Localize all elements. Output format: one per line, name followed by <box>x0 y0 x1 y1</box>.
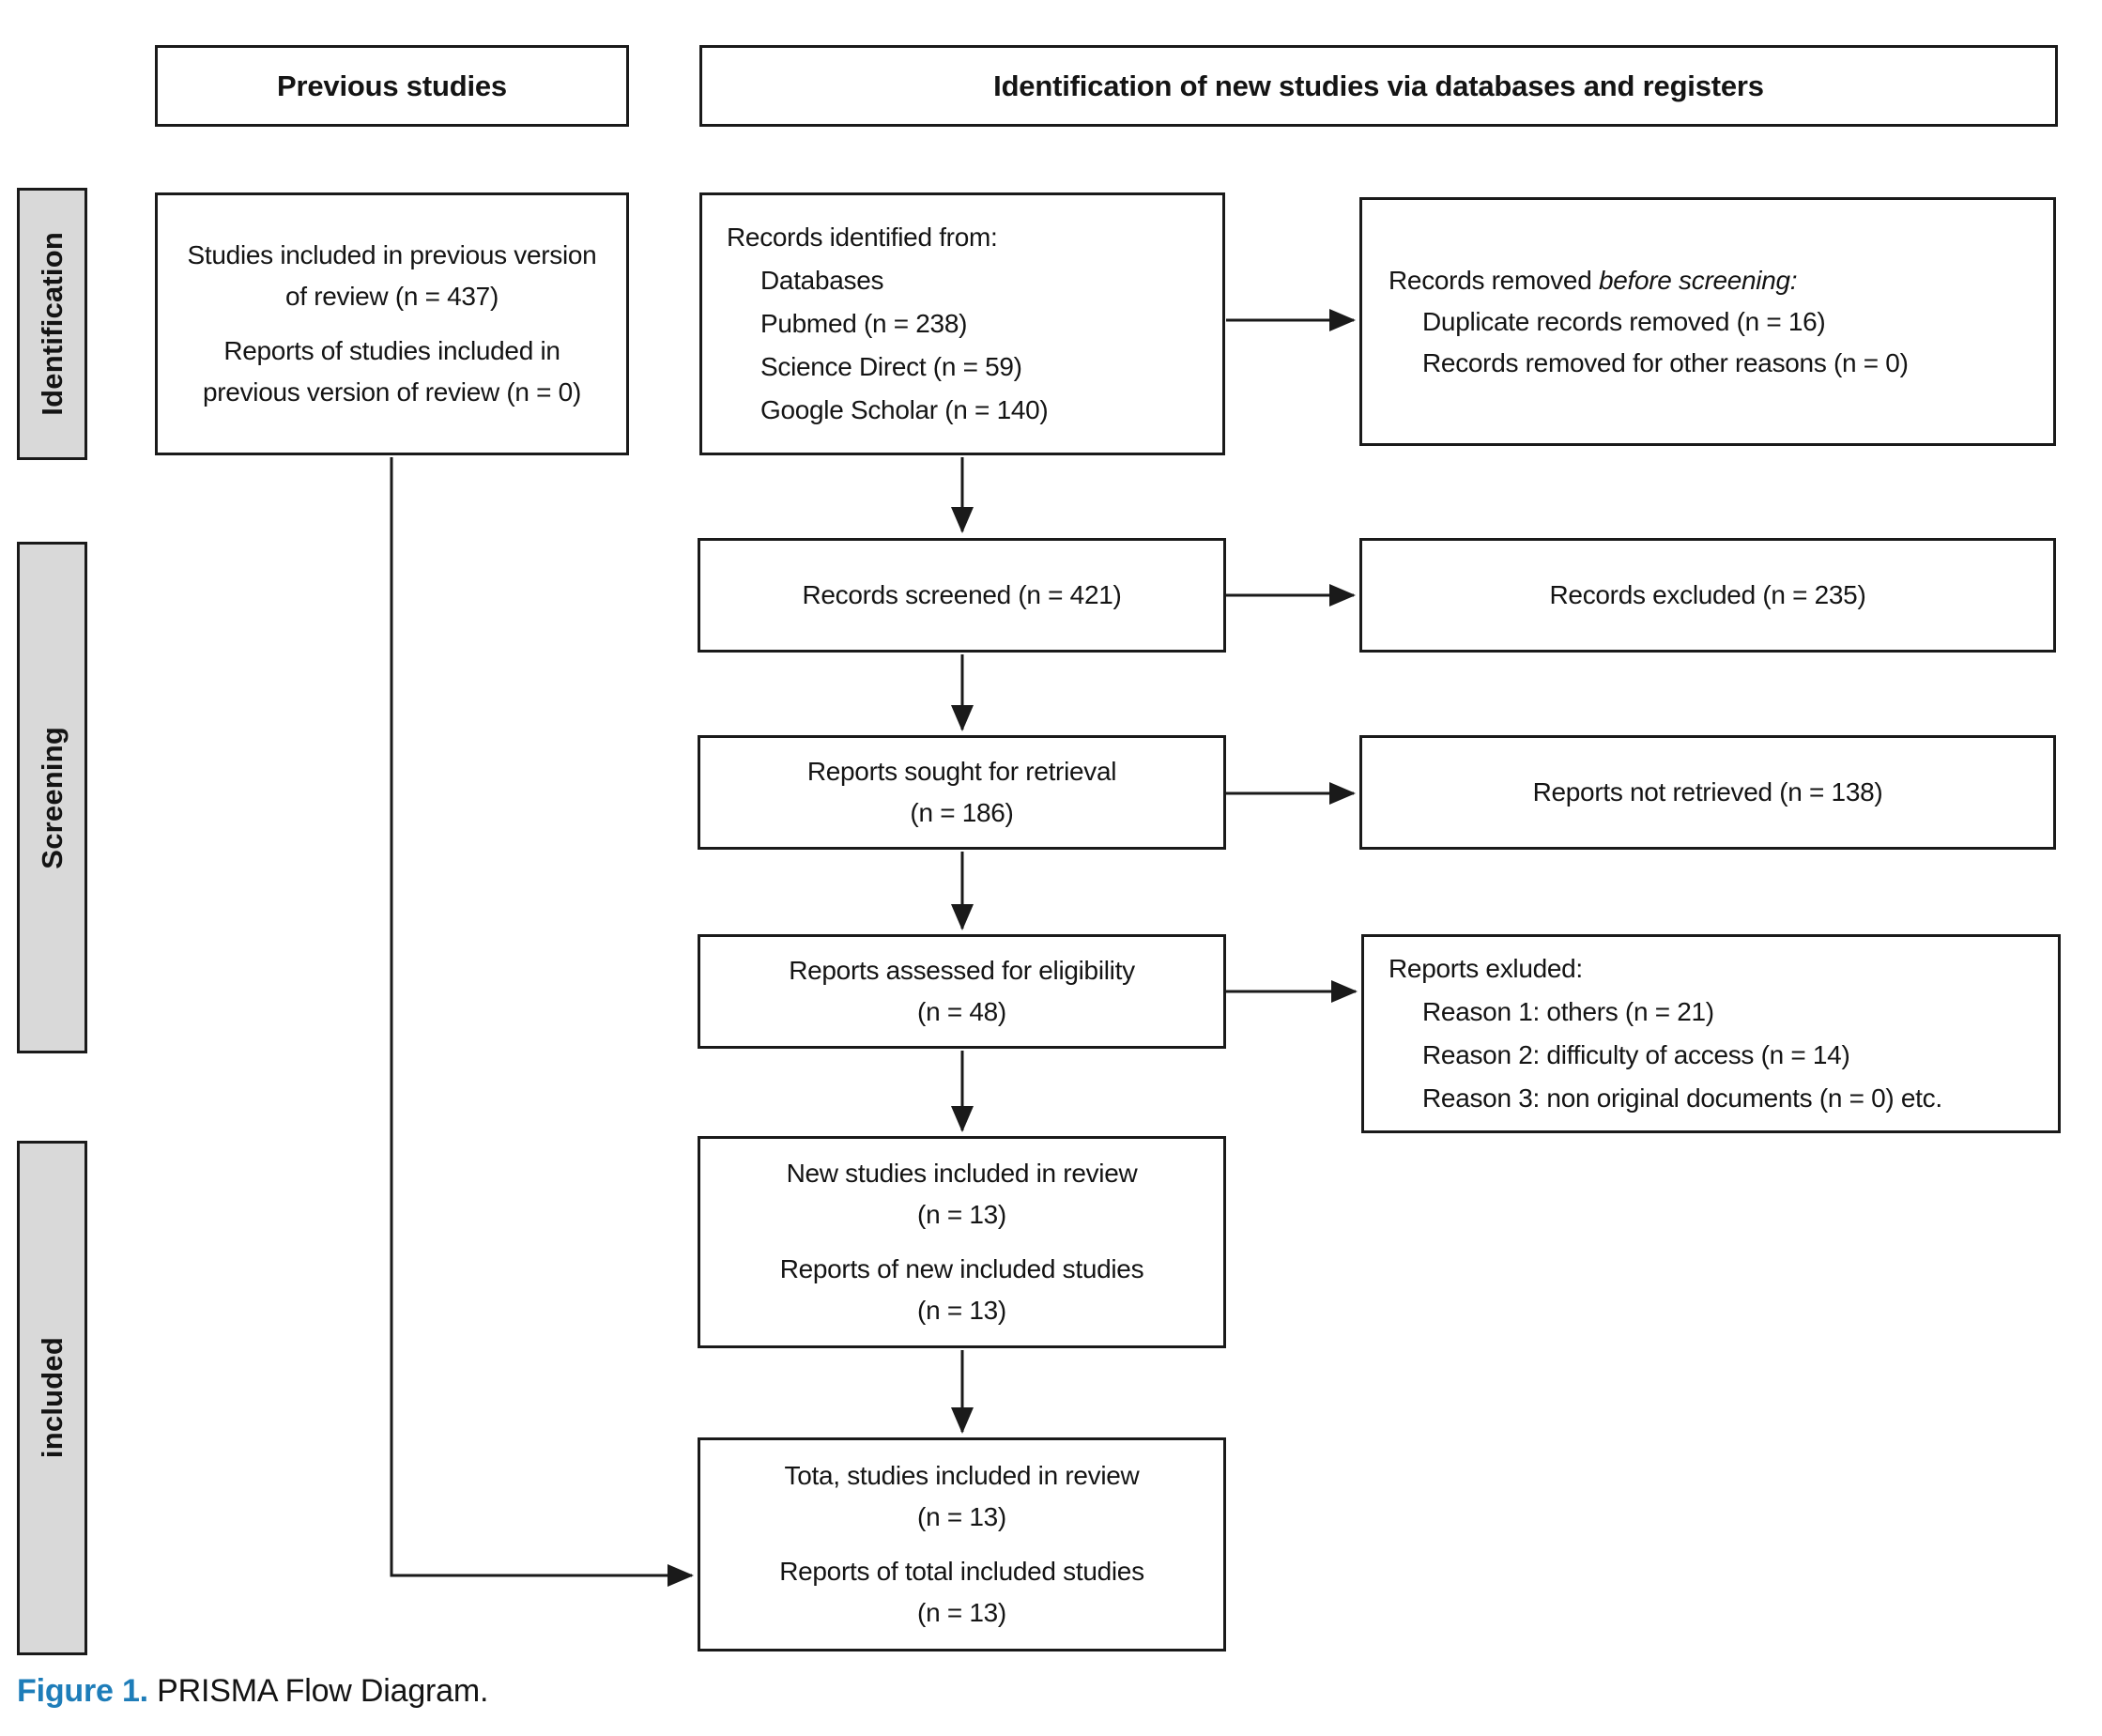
records-removed-title-prefix: Records removed <box>1389 265 1599 295</box>
figure-caption-label: Figure 1. <box>17 1673 148 1709</box>
reports-sought-line1: Reports sought for retrieval <box>806 757 1117 786</box>
figure-caption-text: PRISMA Flow Diagram. <box>147 1673 489 1709</box>
reports-excluded-item: Reason 2: difficulty of access (n = 14) <box>1422 1040 1850 1069</box>
stage-identification <box>17 188 87 460</box>
previous-studies-para1: Studies included in previous version of review (n = 437) <box>187 240 597 311</box>
reports-not-retrieved-label: Reports not retrieved (n = 138) <box>1532 777 1883 807</box>
total-studies-para2-line1: Reports of total included studies <box>779 1557 1144 1586</box>
header-previous-studies <box>155 45 629 127</box>
new-studies-para1-line2: (n = 13) <box>917 1200 1006 1229</box>
total-studies-para1-line1: Tota, studies included in review <box>784 1461 1140 1490</box>
box-reports-excluded <box>1361 934 2061 1133</box>
box-reports-assessed <box>698 934 1226 1049</box>
box-records-excluded <box>1359 538 2056 653</box>
box-new-studies-included <box>698 1136 1226 1348</box>
new-studies-para2 <box>780 1249 1144 1331</box>
box-previous-studies <box>155 192 629 455</box>
records-identified-item: Science Direct (n = 59) <box>760 352 1022 381</box>
header-identification-label: Identification of new studies via databases and registers <box>993 69 1764 102</box>
previous-studies-para2: Reports of studies included in previous version of review (n = 0) <box>203 336 581 407</box>
box-reports-not-retrieved <box>1359 735 2056 850</box>
records-removed-title <box>1362 260 2053 301</box>
records-identified-item: Pubmed (n = 238) <box>760 309 968 338</box>
header-previous-studies-label: Previous studies <box>277 69 507 102</box>
stage-included <box>17 1141 87 1655</box>
total-studies-para1 <box>785 1455 1140 1538</box>
records-identified-title: Records identified from: <box>727 223 998 252</box>
stage-screening-label: Screening <box>35 726 69 869</box>
box-total-studies-included <box>698 1437 1226 1652</box>
total-studies-para2 <box>779 1551 1144 1634</box>
records-screened-label: Records screened (n = 421) <box>802 580 1122 609</box>
records-removed-item: Duplicate records removed (n = 16) <box>1422 306 1826 336</box>
stage-screening <box>17 542 87 1053</box>
records-removed-item: Records removed for other reasons (n = 0) <box>1422 347 1909 377</box>
stage-identification-label: Identification <box>35 232 69 416</box>
box-records-removed <box>1359 197 2056 446</box>
header-identification-new-studies <box>699 45 2058 127</box>
new-studies-para1 <box>787 1153 1138 1236</box>
box-records-identified <box>699 192 1225 455</box>
box-reports-sought <box>698 735 1226 850</box>
reports-assessed-line1: Reports assessed for eligibility <box>789 956 1135 985</box>
reports-sought-line2: (n = 186) <box>910 798 1014 827</box>
new-studies-para1-line1: New studies included in review <box>786 1159 1138 1188</box>
reports-assessed-line2: (n = 48) <box>917 997 1006 1026</box>
box-records-screened <box>698 538 1226 653</box>
reports-excluded-item: Reason 1: others (n = 21) <box>1422 997 1714 1026</box>
new-studies-para2-line1: Reports of new included studies <box>779 1254 1144 1283</box>
records-identified-item: Google Scholar (n = 140) <box>760 395 1049 424</box>
figure-caption <box>17 1673 488 1710</box>
records-excluded-label: Records excluded (n = 235) <box>1549 580 1866 609</box>
records-removed-title-italic: before screening: <box>1598 265 1798 295</box>
stage-included-label: included <box>35 1337 69 1459</box>
reports-excluded-title: Reports exluded: <box>1389 954 1583 983</box>
records-identified-item: Databases <box>760 266 884 295</box>
new-studies-para2-line2: (n = 13) <box>917 1296 1006 1325</box>
total-studies-para1-line2: (n = 13) <box>917 1502 1006 1531</box>
arrow-previous-to-total <box>391 457 692 1575</box>
reports-excluded-item: Reason 3: non original documents (n = 0) etc. <box>1422 1083 1942 1113</box>
total-studies-para2-line2: (n = 13) <box>917 1598 1006 1627</box>
